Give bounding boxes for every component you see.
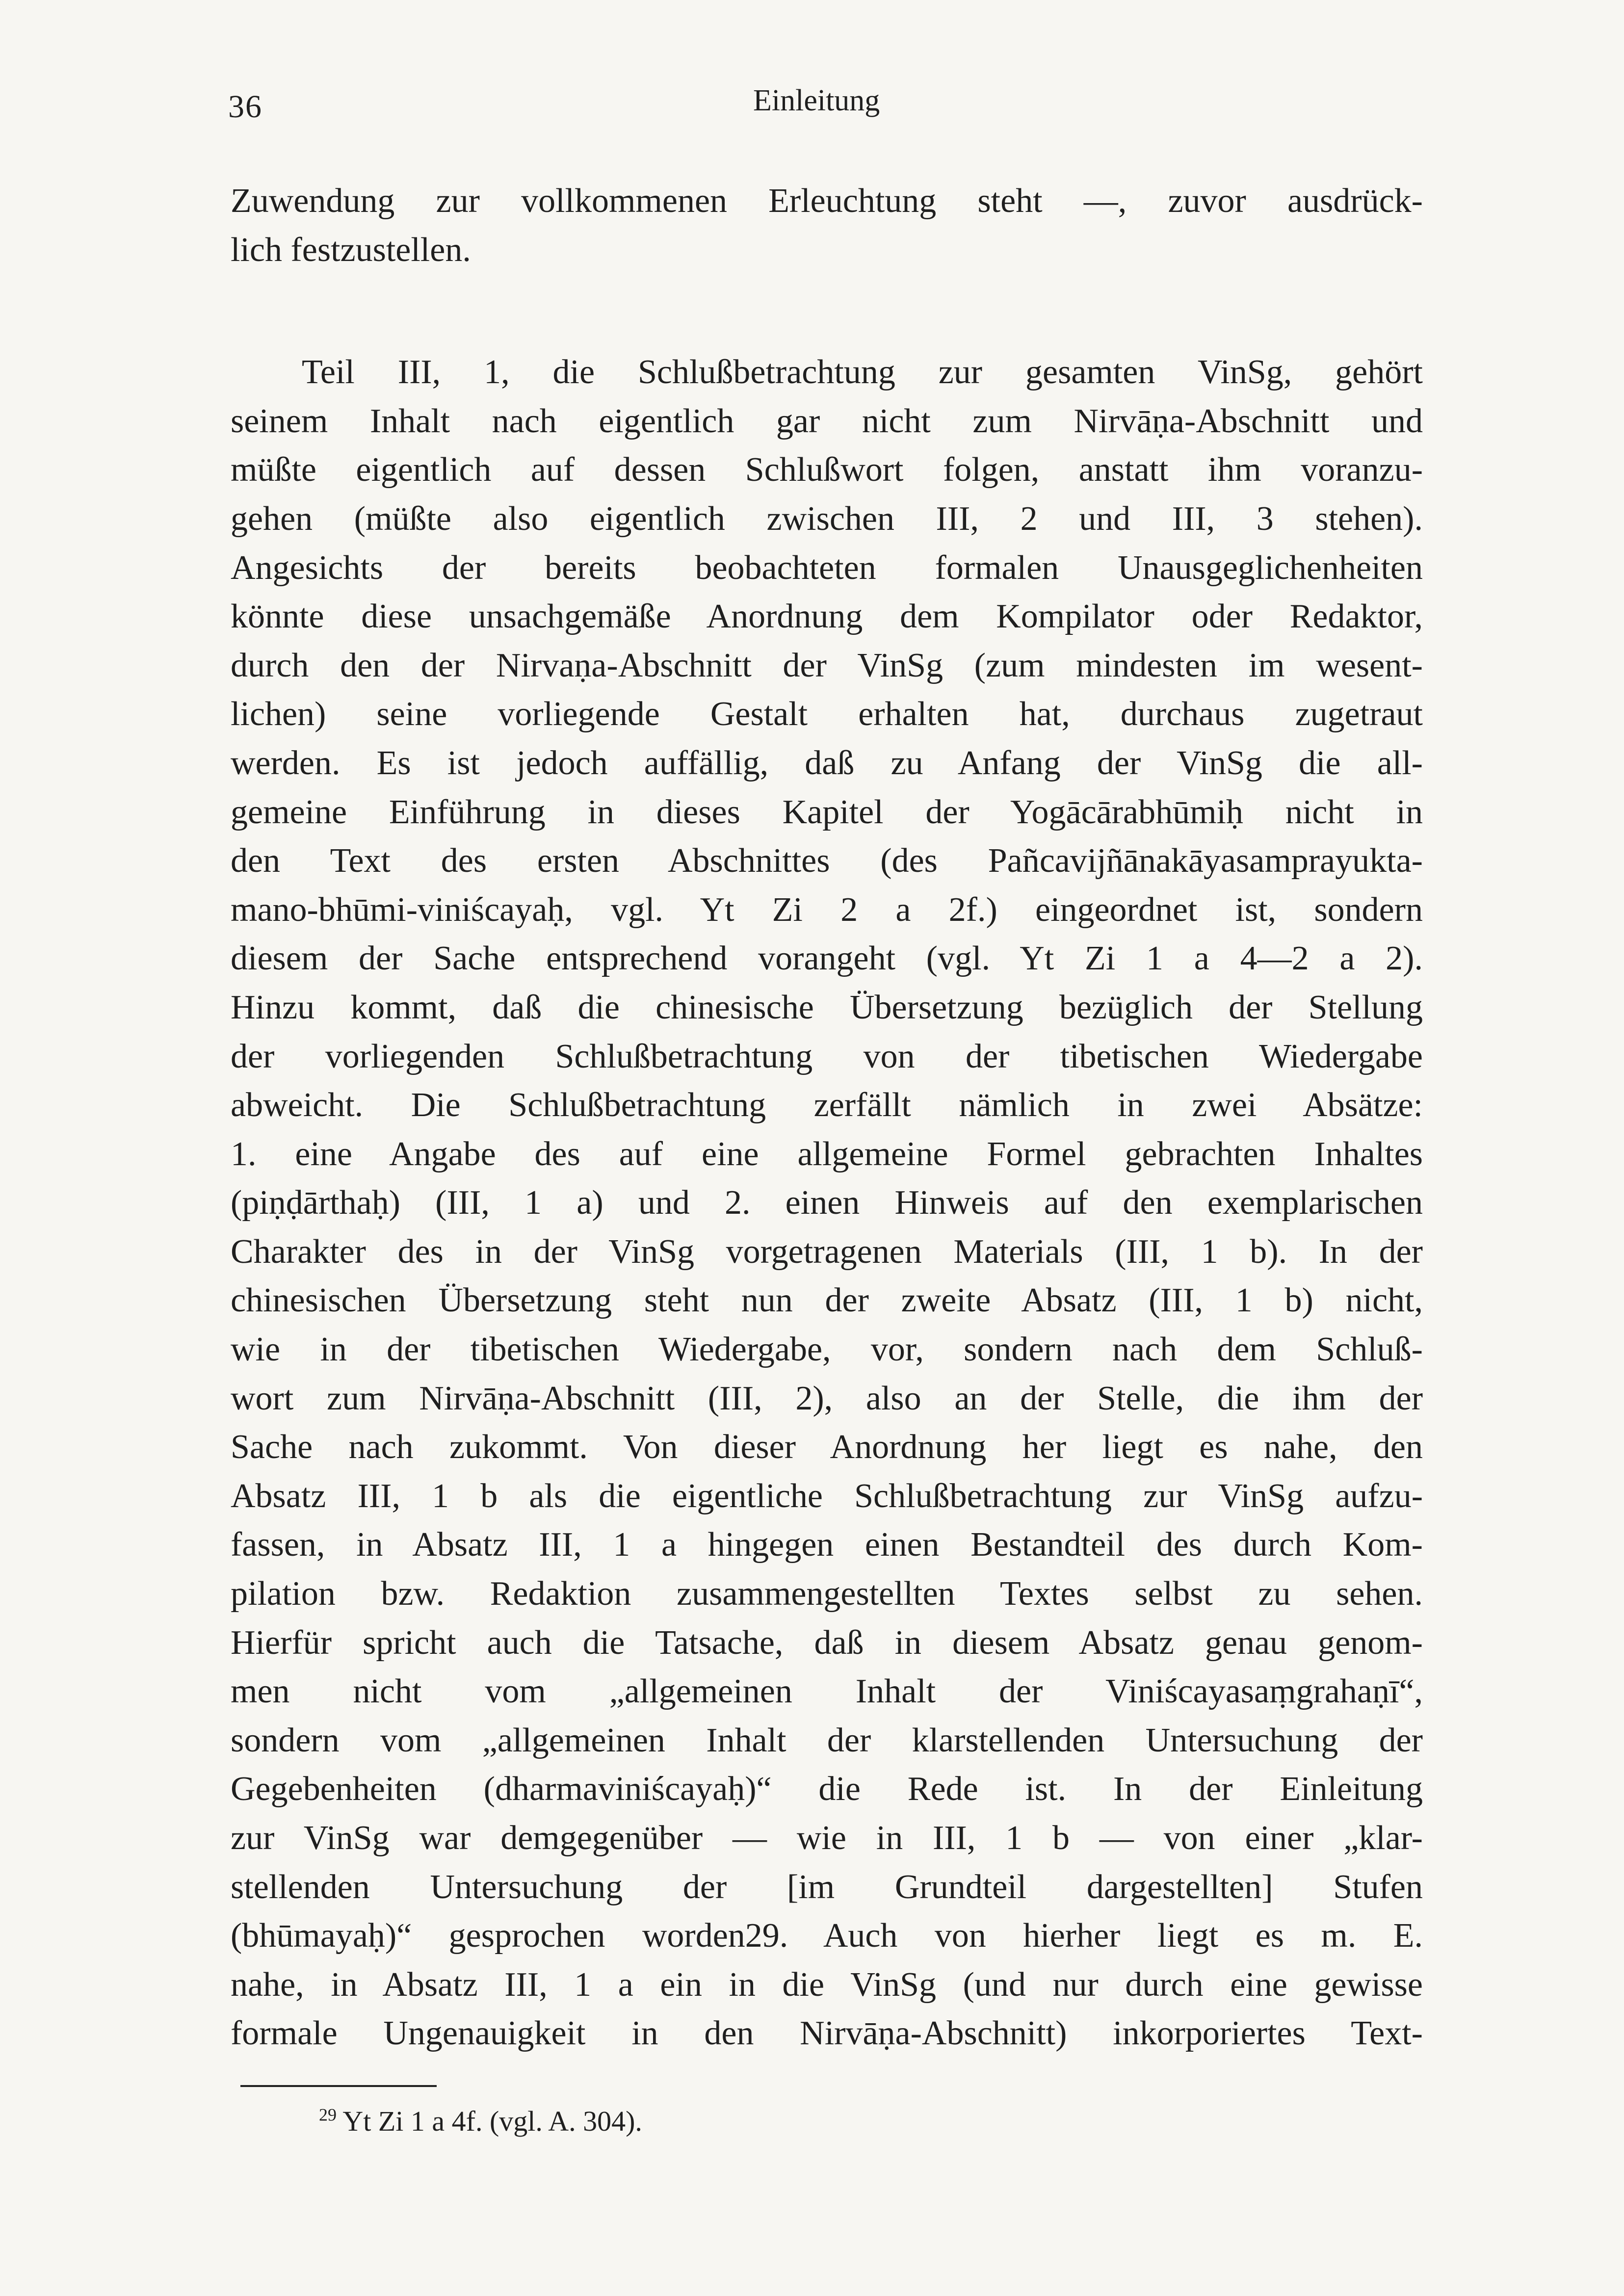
text-line: wort zum Nirvāṇa-Abschnitt (III, 2), also an der Stelle, die ihm der [231,1379,1423,1417]
footnote-number: 29 [319,2105,337,2125]
text-line: Charakter des in der VinSg vorgetragenen Materials (III, 1 b). In der [231,1232,1423,1271]
body-text [231,177,1423,2058]
text-line: diesem der Sache entsprechend vorangeht (vgl. Yt Zi 1 a 4—2 a 2). [231,939,1423,978]
text-line: durch den der Nirvaṇa-Abschnitt der VinSg (zum mindesten im wesent- [231,646,1423,684]
text-line: gemeine Einführung in dieses Kapitel der Yogācārabhūmiḥ nicht in [231,793,1423,831]
text-line: werden. Es ist jedoch auffällig, daß zu Anfang der VinSg die all- [231,744,1423,782]
text-line: fassen, in Absatz III, 1 a hingegen einen Bestandteil des durch Kom- [231,1526,1423,1564]
footnote-divider [240,2085,437,2087]
text-line: Hinzu kommt, daß die chinesische Übersetzung bezüglich der Stellung [231,988,1423,1026]
text-line: Hierfür spricht auch die Tatsache, daß in diesem Absatz genau genom- [231,1623,1423,1662]
text-line: Absatz III, 1 b als die eigentliche Schlußbetrachtung zur VinSg aufzu- [231,1477,1423,1515]
text-line: Sache nach zukommt. Von dieser Anordnung her liegt es nahe, den [231,1428,1423,1466]
text-line: (piṇḍārthaḥ) (III, 1 a) und 2. einen Hinweis auf den exemplarischen [231,1184,1423,1222]
text-line: Angesichts der bereits beobachteten formalen Unausgeglichenheiten [231,548,1423,587]
text-line: formale Ungenauigkeit in den Nirvāṇa-Abschnitt) inkorporiertes Text- [231,2014,1423,2053]
footnote-text: Yt Zi 1 a 4f. (vgl. A. 304). [342,2105,642,2137]
page-header [228,83,1420,132]
text-line: lichen) seine vorliegende Gestalt erhalten hat, durchaus zugetraut [231,695,1423,733]
text-line: (bhūmayaḥ)“ gesprochen worden29. Auch von hierher liegt es m. E. [231,1917,1423,1955]
text-line: abweicht. Die Schlußbetrachtung zerfällt nämlich in zwei Absätze: [231,1086,1423,1124]
text-line: mano-bhūmi-viniścayaḥ, vgl. Yt Zi 2 a 2f.) eingeordnet ist, sondern [231,890,1423,929]
text-line: chinesischen Übersetzung steht nun der zweite Absatz (III, 1 b) nicht, [231,1281,1423,1320]
text-line: gehen (müßte also eigentlich zwischen III, 2 und III, 3 stehen). [231,499,1423,538]
text-line: pilation bzw. Redaktion zusammengestellten Textes selbst zu sehen. [231,1575,1423,1613]
text-line: 1. eine Angabe des auf eine allgemeine Formel gebrachten Inhaltes [231,1135,1423,1173]
text-line: den Text des ersten Abschnittes (des Pañcavijñānakāyasamprayukta- [231,842,1423,880]
running-head: Einleitung [753,84,880,117]
page-number: 36 [228,89,262,125]
text-line: Gegebenheiten (dharmaviniścayaḥ)“ die Rede ist. In der Einleitung [231,1770,1423,1808]
text-line: nahe, in Absatz III, 1 a ein in die VinSg (und nur durch eine gewisse [231,1965,1423,2004]
text-line: men nicht vom „allgemeinen Inhalt der Viniścayasaṃgrahaṇī“, [231,1672,1423,1711]
text-line: müßte eigentlich auf dessen Schlußwort folgen, anstatt ihm voranzu- [231,451,1423,489]
text-line: der vorliegenden Schlußbetrachtung von der tibetischen Wiedergabe [231,1037,1423,1075]
footnote [319,2105,642,2138]
text-line: stellenden Untersuchung der [im Grundteil dargestellten] Stufen [231,1868,1423,1906]
text-line: zur VinSg war demgegenüber — wie in III, 1 b — von einer „klar- [231,1819,1423,1857]
text-line: lich festzustellen. [231,231,471,269]
text-line: Teil III, 1, die Schlußbetrachtung zur gesamten VinSg, gehört [302,353,1423,391]
text-line: Zuwendung zur vollkommenen Erleuchtung steht —, zuvor ausdrück- [231,182,1423,220]
text-line: sondern vom „allgemeinen Inhalt der klarstellenden Untersuchung der [231,1721,1423,1759]
text-line: könnte diese unsachgemäße Anordnung dem Kompilator oder Redaktor, [231,598,1423,636]
text-line: seinem Inhalt nach eigentlich gar nicht zum Nirvāṇa-Abschnitt und [231,402,1423,440]
text-line: wie in der tibetischen Wiedergabe, vor, sondern nach dem Schluß- [231,1331,1423,1369]
